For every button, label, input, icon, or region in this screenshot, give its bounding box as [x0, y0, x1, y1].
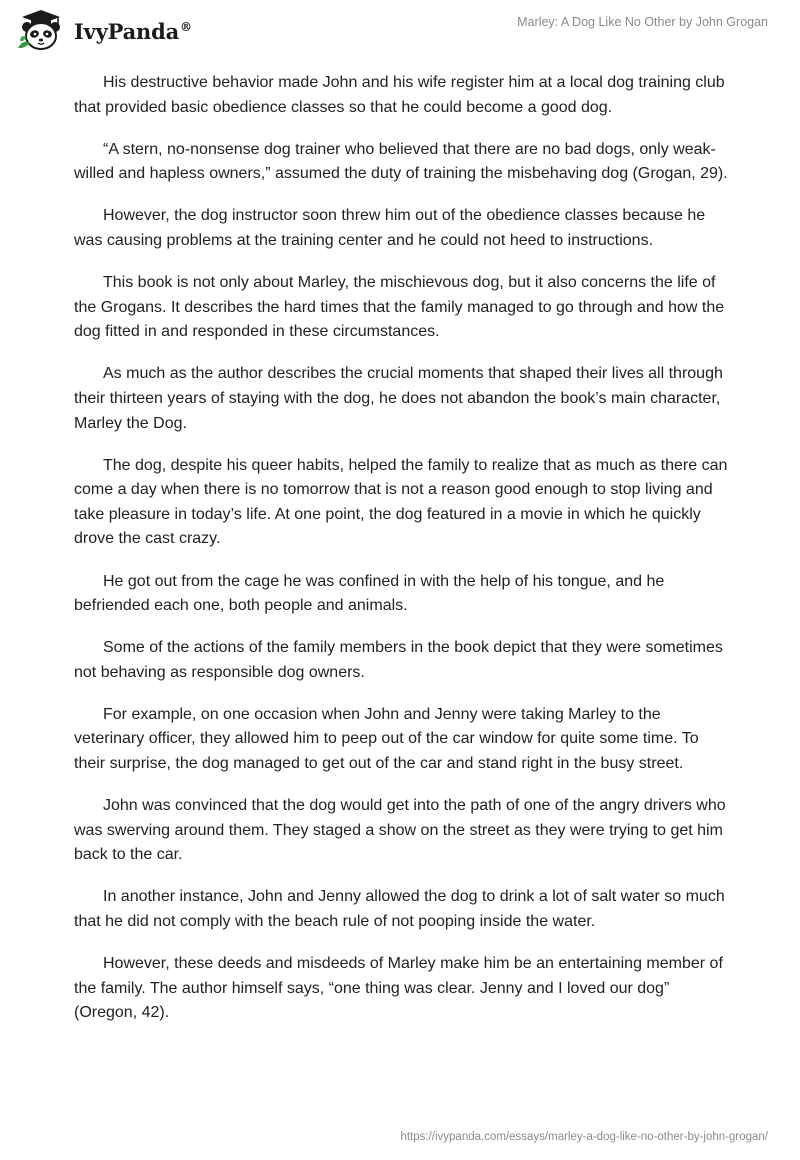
ivypanda-logo[interactable]: [14, 8, 192, 52]
paragraph: Some of the actions of the family members in the book depict that they were sometimes not behaving as responsible dog owners.: [74, 639, 723, 681]
paragraph: His destructive behavior made John and his wife register him at a local dog training club that provided basic obedience classes so that he could become a good dog.: [74, 74, 725, 116]
paragraph: This book is not only about Marley, the mischievous dog, but it also concerns the life of the Grogans. It describes the hard times that the family managed to go through and how the dog fitted in and responded in these circumstances.: [74, 274, 725, 341]
paragraph: John was convinced that the dog would get into the path of one of the angry drivers who was swerving around them. They staged a show on the street as they were trying to get him back to the car.: [74, 797, 726, 864]
registered-mark: ®: [180, 19, 192, 34]
paragraph: “A stern, no-nonsense dog trainer who believed that there are no bad dogs, only weak-willed and hapless owners,” assumed the duty of training the misbehaving dog (Grogan, 29).: [74, 140, 728, 183]
paragraph: However, these deeds and misdeeds of Marley make him be an entertaining member of the family. The author himself says, “one thing was clear. Jenny and I loved our dog” (Oregon, 42).: [74, 955, 723, 1022]
essay-body: [74, 71, 734, 1043]
paragraph: In another instance, John and Jenny allowed the dog to drink a lot of salt water so much that he did not comply with the beach rule of not pooping inside the water.: [74, 888, 725, 931]
paragraph: For example, on one occasion when John and Jenny were taking Marley to the veterinary officer, they allowed him to peep out of the car window for quite some time. To their surprise, the dog managed to get out of the car and stand right in the busy street.: [74, 705, 699, 773]
document-title: Marley: A Dog Like No Other by John Grogan: [517, 15, 768, 29]
paragraph: As much as the author describes the crucial moments that shaped their lives all through their thirteen years of staying with the dog, he does not abandon the book’s main character, Marley the Dog.: [74, 365, 723, 432]
paragraph: However, the dog instructor soon threw him out of the obedience classes because he was causing problems at the training center and he could not heed to instructions.: [74, 207, 706, 249]
paragraph: The dog, despite his queer habits, helped the family to realize that as much as there can come a day when there is no tomorrow that is not a reason good enough to stop living and take pleasure in today’s life. At one point, the dog featured in a movie in which he quickly drove the cast crazy.: [74, 456, 728, 548]
panda-graduate-icon: [14, 8, 68, 52]
page-header: [0, 0, 800, 60]
paragraph: He got out from the cage he was confined in with the help of his tongue, and he befriended each one, both people and animals.: [74, 572, 665, 615]
logo-text: IvyPanda®: [74, 18, 192, 44]
source-url-link[interactable]: https://ivypanda.com/essays/marley-a-dog-like-no-other-by-john-grogan/: [400, 1131, 768, 1143]
